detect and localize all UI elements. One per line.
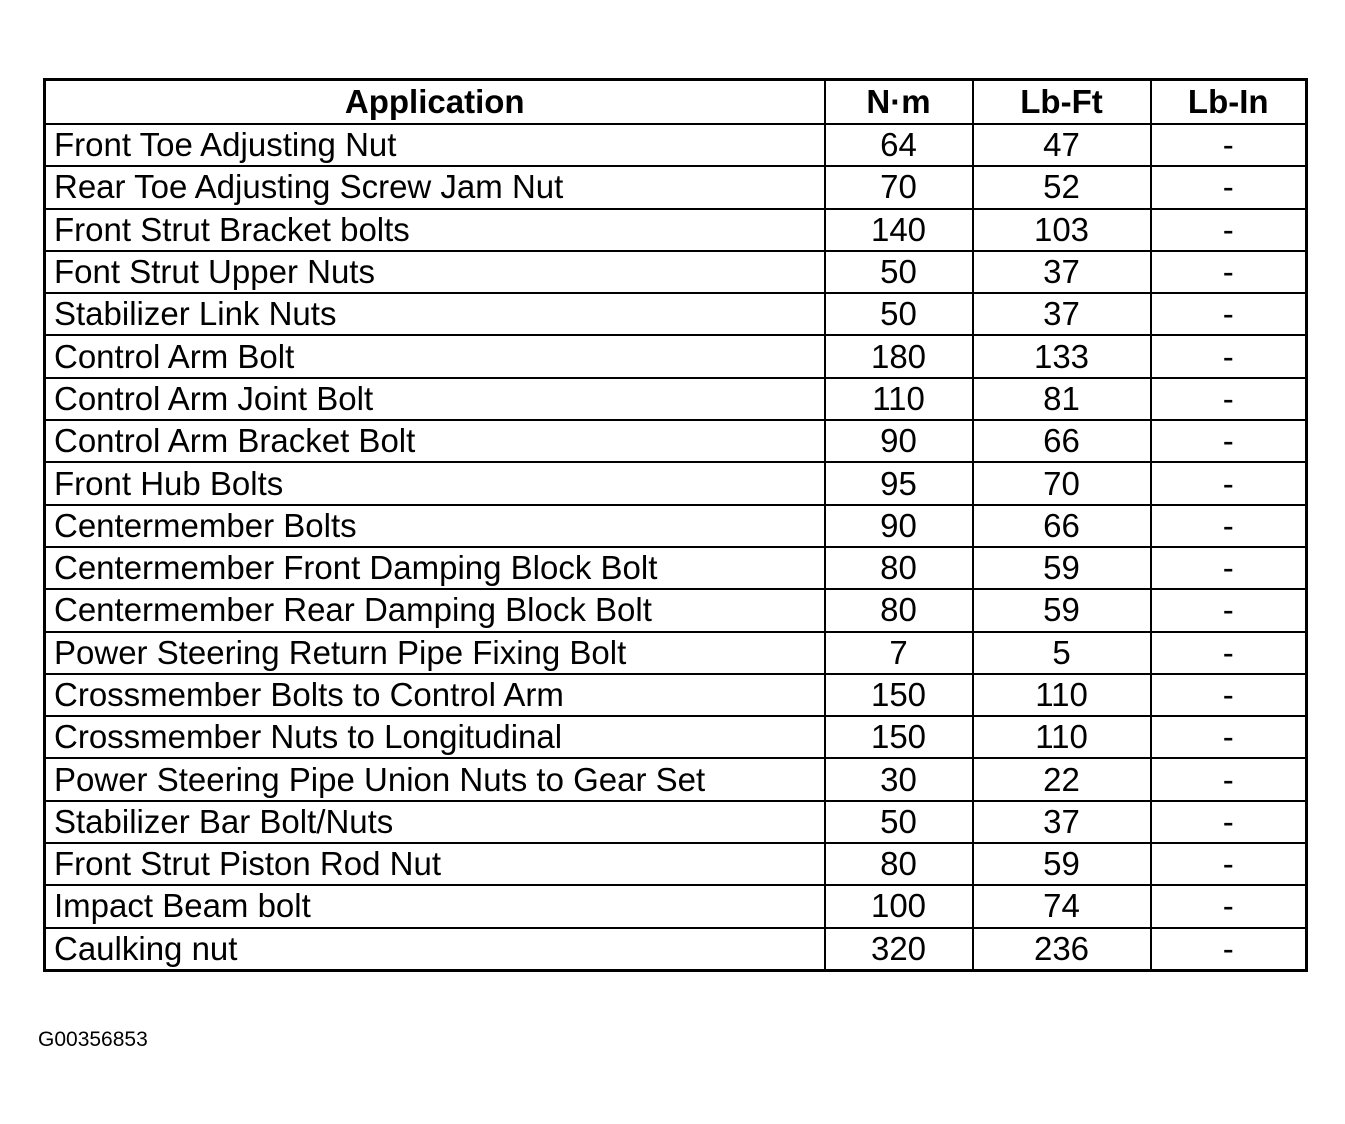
lb-ft-cell: 110 — [973, 716, 1151, 758]
table-row — [45, 124, 1307, 166]
lb-ft-cell: 66 — [973, 505, 1151, 547]
table-row — [45, 166, 1307, 208]
lb-in-cell: - — [1151, 124, 1307, 166]
table-row — [45, 547, 1307, 589]
table-row — [45, 843, 1307, 885]
lb-in-cell: - — [1151, 378, 1307, 420]
application-cell: Impact Beam bolt — [45, 885, 825, 927]
lb-in-cell: - — [1151, 758, 1307, 800]
application-cell: Front Toe Adjusting Nut — [45, 124, 825, 166]
lb-in-cell: - — [1151, 716, 1307, 758]
nm-cell: 7 — [825, 632, 973, 674]
application-cell: Power Steering Return Pipe Fixing Bolt — [45, 632, 825, 674]
application-cell: Caulking nut — [45, 928, 825, 971]
nm-cell: 30 — [825, 758, 973, 800]
nm-cell: 70 — [825, 166, 973, 208]
application-cell: Rear Toe Adjusting Screw Jam Nut — [45, 166, 825, 208]
lb-in-cell: - — [1151, 674, 1307, 716]
header-row — [45, 80, 1307, 125]
nm-cell: 150 — [825, 674, 973, 716]
application-cell: Crossmember Nuts to Longitudinal — [45, 716, 825, 758]
lb-in-cell: - — [1151, 632, 1307, 674]
lb-ft-cell: 37 — [973, 293, 1151, 335]
lb-in-cell: - — [1151, 547, 1307, 589]
table-row — [45, 209, 1307, 251]
lb-ft-cell: 22 — [973, 758, 1151, 800]
nm-cell: 80 — [825, 547, 973, 589]
application-cell: Front Strut Piston Rod Nut — [45, 843, 825, 885]
nm-cell: 50 — [825, 251, 973, 293]
lb-ft-cell: 52 — [973, 166, 1151, 208]
lb-in-cell: - — [1151, 589, 1307, 631]
lb-in-cell: - — [1151, 335, 1307, 377]
lb-ft-cell: 5 — [973, 632, 1151, 674]
table-row — [45, 251, 1307, 293]
application-cell: Power Steering Pipe Union Nuts to Gear Set — [45, 758, 825, 800]
lb-in-cell: - — [1151, 928, 1307, 971]
application-cell: Control Arm Bracket Bolt — [45, 420, 825, 462]
header-lb-ft: Lb-Ft — [973, 80, 1151, 125]
nm-cell: 90 — [825, 420, 973, 462]
table-row — [45, 335, 1307, 377]
header-lb-in: Lb-In — [1151, 80, 1307, 125]
lb-in-cell: - — [1151, 843, 1307, 885]
table-row — [45, 632, 1307, 674]
table-row — [45, 758, 1307, 800]
application-cell: Centermember Bolts — [45, 505, 825, 547]
figure-id-caption: G00356853 — [38, 1028, 148, 1051]
nm-cell: 180 — [825, 335, 973, 377]
lb-ft-cell: 133 — [973, 335, 1151, 377]
lb-ft-cell: 37 — [973, 801, 1151, 843]
application-cell: Centermember Rear Damping Block Bolt — [45, 589, 825, 631]
table-row — [45, 293, 1307, 335]
lb-in-cell: - — [1151, 209, 1307, 251]
nm-cell: 95 — [825, 462, 973, 504]
nm-cell: 90 — [825, 505, 973, 547]
lb-ft-cell: 74 — [973, 885, 1151, 927]
table-row — [45, 716, 1307, 758]
lb-ft-cell: 70 — [973, 462, 1151, 504]
header-application: Application — [45, 80, 825, 125]
lb-ft-cell: 59 — [973, 843, 1151, 885]
application-cell: Stabilizer Link Nuts — [45, 293, 825, 335]
nm-cell: 150 — [825, 716, 973, 758]
lb-in-cell: - — [1151, 462, 1307, 504]
application-cell: Control Arm Joint Bolt — [45, 378, 825, 420]
nm-cell: 80 — [825, 843, 973, 885]
application-cell: Stabilizer Bar Bolt/Nuts — [45, 801, 825, 843]
table-row — [45, 589, 1307, 631]
application-cell: Front Hub Bolts — [45, 462, 825, 504]
torque-spec-table — [43, 78, 1308, 972]
nm-cell: 320 — [825, 928, 973, 971]
lb-in-cell: - — [1151, 251, 1307, 293]
lb-ft-cell: 103 — [973, 209, 1151, 251]
nm-cell: 64 — [825, 124, 973, 166]
nm-cell: 140 — [825, 209, 973, 251]
lb-ft-cell: 66 — [973, 420, 1151, 462]
table-row — [45, 674, 1307, 716]
lb-ft-cell: 81 — [973, 378, 1151, 420]
lb-ft-cell: 236 — [973, 928, 1151, 971]
header-nm: N·m — [825, 80, 973, 125]
lb-ft-cell: 47 — [973, 124, 1151, 166]
lb-in-cell: - — [1151, 885, 1307, 927]
lb-in-cell: - — [1151, 293, 1307, 335]
lb-ft-cell: 59 — [973, 589, 1151, 631]
nm-cell: 80 — [825, 589, 973, 631]
lb-in-cell: - — [1151, 420, 1307, 462]
table-row — [45, 420, 1307, 462]
table-row — [45, 928, 1307, 971]
lb-in-cell: - — [1151, 166, 1307, 208]
table-row — [45, 505, 1307, 547]
nm-cell: 100 — [825, 885, 973, 927]
application-cell: Centermember Front Damping Block Bolt — [45, 547, 825, 589]
table-row — [45, 801, 1307, 843]
nm-cell: 50 — [825, 801, 973, 843]
application-cell: Front Strut Bracket bolts — [45, 209, 825, 251]
lb-ft-cell: 110 — [973, 674, 1151, 716]
lb-in-cell: - — [1151, 801, 1307, 843]
nm-cell: 110 — [825, 378, 973, 420]
table-row — [45, 885, 1307, 927]
lb-ft-cell: 59 — [973, 547, 1151, 589]
table-row — [45, 378, 1307, 420]
nm-cell: 50 — [825, 293, 973, 335]
lb-in-cell: - — [1151, 505, 1307, 547]
application-cell: Control Arm Bolt — [45, 335, 825, 377]
application-cell: Font Strut Upper Nuts — [45, 251, 825, 293]
table-row — [45, 462, 1307, 504]
lb-ft-cell: 37 — [973, 251, 1151, 293]
table-body — [45, 124, 1307, 970]
application-cell: Crossmember Bolts to Control Arm — [45, 674, 825, 716]
torque-spec-table-container — [43, 78, 1308, 972]
